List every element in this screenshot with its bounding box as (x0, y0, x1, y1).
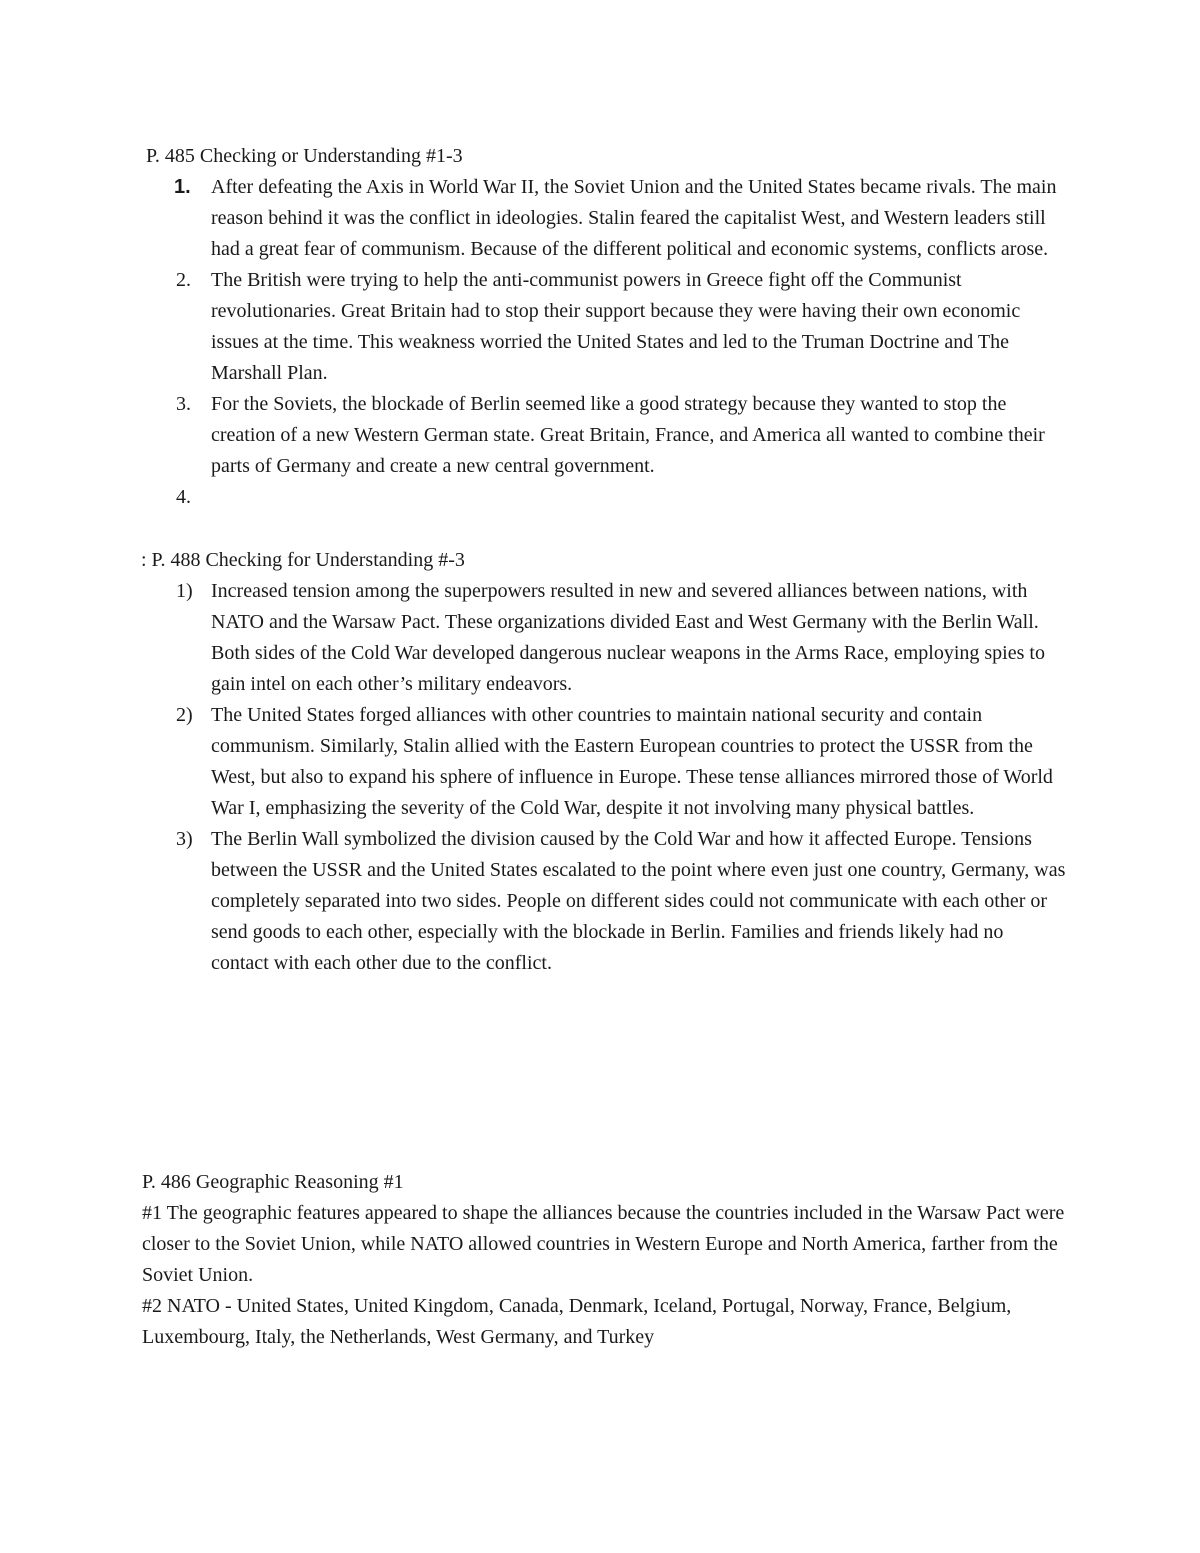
answer-text: After defeating the Axis in World War II, the Soviet Union and the United States became rivals. The main reason behind it was the conflict in ideologies. Stalin feared the capitalist West, and Western leaders still had a great fear of communism. Because of the different political and economic systems, conflicts arose. (211, 176, 1057, 260)
section-heading-p486: P. 486 Geographic Reasoning #1 (142, 1171, 404, 1193)
list-marker: 2) (176, 704, 193, 726)
answer-text: The Berlin Wall symbolized the division caused by the Cold War and how it affected Europe. Tensions between the USSR and the United States escalated to the point where even just one country, Germany, was completely separated into two sides. People on different sides could not communicate with each other or send goods to each other, especially with the blockade in Berlin. Families and friends likely had no contact with each other due to the conflict. (211, 828, 1066, 974)
list-marker: 3. (176, 393, 191, 415)
list-item (0, 482, 1066, 513)
answer-list-p488 (0, 576, 1066, 979)
answer-list-p485 (0, 172, 1066, 513)
answer-text: Increased tension among the superpowers resulted in new and severed alliances between nations, with NATO and the Warsaw Pact. These organizations divided East and West Germany with the Berlin Wall. Both sides of the Cold War developed dangerous nuclear weapons in the Arms Race, employing spies to gain intel on each other’s military endeavors. (211, 580, 1045, 695)
list-item (0, 824, 1066, 979)
list-item (0, 700, 1066, 824)
list-item (0, 389, 1066, 482)
list-marker: 1. (174, 176, 191, 198)
answer-text: The United States forged alliances with other countries to maintain national security and contain communism. Similarly, Stalin allied with the Eastern European countries to protect the USSR from the West, but also to expand his sphere of influence in Europe. These tense alliances mirrored those of World War I, emphasizing the severity of the Cold War, despite it not involving many physical battles. (211, 704, 1053, 819)
list-item (0, 576, 1066, 700)
paragraph-reasoning-2: #2 NATO - United States, United Kingdom, Canada, Denmark, Iceland, Portugal, Norway, France, Belgium, Luxembourg, Italy, the Netherlands, West Germany, and Turkey (142, 1295, 1012, 1348)
paragraph-reasoning-1: #1 The geographic features appeared to shape the alliances because the countries included in the Warsaw Pact were closer to the Soviet Union, while NATO allowed countries in Western Europe and North America, farther from the Soviet Union. (142, 1202, 1065, 1286)
answer-text: The British were trying to help the anti-communist powers in Greece fight off the Communist revolutionaries. Great Britain had to stop their support because they were having their own economic issues at the time. This weakness worried the United States and led to the Truman Doctrine and The Marshall Plan. (211, 269, 1021, 384)
list-item (0, 265, 1066, 389)
section-heading-p488: : P. 488 Checking for Understanding #-3 (141, 549, 465, 571)
list-item (0, 172, 1066, 265)
list-marker: 1) (176, 580, 193, 602)
section-heading-p485: P. 485 Checking or Understanding #1-3 (146, 145, 463, 167)
list-marker: 2. (176, 269, 191, 291)
list-marker: 3) (176, 828, 193, 850)
list-marker: 4. (176, 486, 191, 508)
answer-text: For the Soviets, the blockade of Berlin seemed like a good strategy because they wanted to stop the creation of a new Western German state. Great Britain, France, and America all wanted to combine their parts of Germany and create a new central government. (211, 393, 1045, 477)
